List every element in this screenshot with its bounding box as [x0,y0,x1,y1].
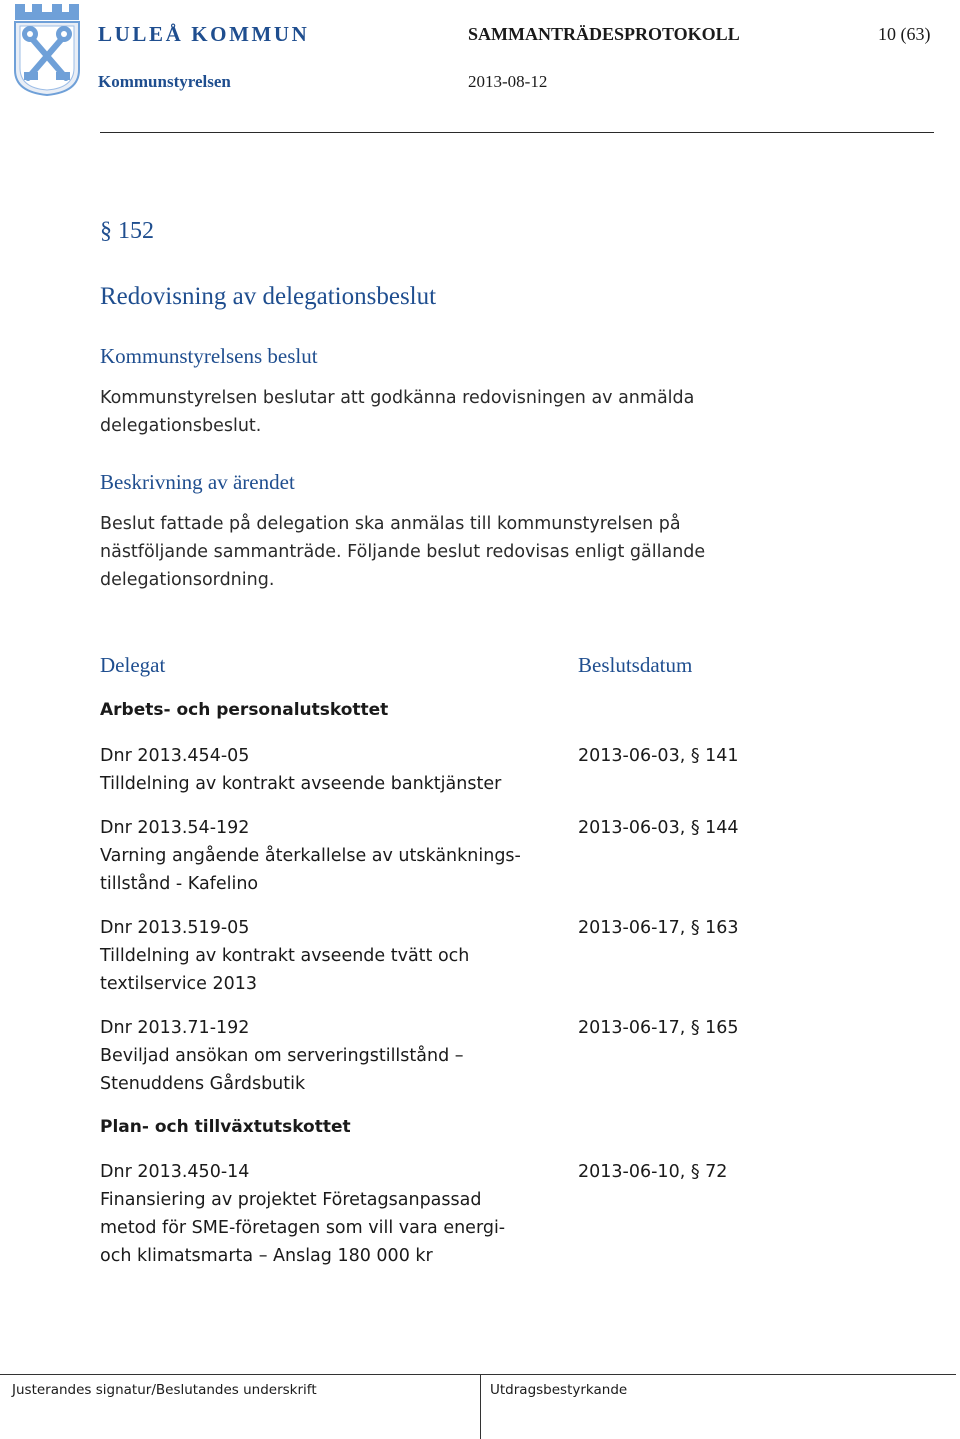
list-item [100,1014,570,1098]
municipal-crest-logo [12,4,82,96]
item-description: textilservice 2013 [100,974,258,994]
list-item [100,1158,570,1270]
group-heading: Plan- och tillväxtutskottet [100,1117,351,1137]
page-number: 10 (63) [878,24,931,44]
item-date: 2013-06-17, § 163 [578,918,739,938]
item-date: 2013-06-10, § 72 [578,1162,728,1182]
item-date: 2013-06-17, § 165 [578,1018,739,1038]
document-type: SAMMANTRÄDESPROTOKOLL [468,24,740,44]
description-heading: Beskrivning av ärendet [100,470,295,494]
department-name: Kommunstyrelsen [98,72,231,91]
item-description: Finansiering av projektet Företagsanpassad [100,1190,482,1210]
list-item [100,742,570,798]
decision-text [100,384,900,440]
footer-divider [0,1374,956,1375]
item-date: 2013-06-03, § 141 [578,746,739,766]
item-description: Stenuddens Gårdsbutik [100,1074,306,1094]
footer-column-divider [480,1374,481,1439]
organization-name: LULEÅ KOMMUN [98,22,310,46]
item-dnr: Dnr 2013.54-192 [100,818,250,838]
meeting-date: 2013-08-12 [468,72,548,91]
item-description: Varning angående återkallelse av utskänknings- [100,846,521,866]
group-heading: Arbets- och personalutskottet [100,700,389,720]
description-line: Beslut fattade på delegation ska anmälas till kommunstyrelsen på [100,514,681,534]
extract-certification-label: Utdragsbestyrkande [490,1382,628,1398]
description-line: delegationsordning. [100,570,275,590]
column-header-delegat: Delegat [100,653,166,677]
list-item [100,914,570,998]
item-dnr: Dnr 2013.71-192 [100,1018,250,1038]
decision-line: delegationsbeslut. [100,416,262,436]
column-header-beslutsdatum: Beslutsdatum [578,653,693,677]
decision-line: Kommunstyrelsen beslutar att godkänna redovisningen av anmälda [100,388,695,408]
item-description: Tilldelning av kontrakt avseende tvätt och [100,946,470,966]
item-description: tillstånd - Kafelino [100,874,259,894]
paragraph-number: § 152 [100,218,154,244]
list-item [100,814,570,898]
header-divider [100,132,934,133]
item-dnr: Dnr 2013.519-05 [100,918,250,938]
description-line: nästföljande sammanträde. Följande beslut redovisas enligt gällande [100,542,706,562]
decision-heading: Kommunstyrelsens beslut [100,344,318,368]
description-text [100,510,900,594]
item-date: 2013-06-03, § 144 [578,818,739,838]
item-dnr: Dnr 2013.450-14 [100,1162,250,1182]
item-description: metod för SME-företagen som vill vara energi- [100,1218,506,1238]
page-title: Redovisning av delegationsbeslut [100,283,437,310]
item-description: och klimatsmarta – Anslag 180 000 kr [100,1246,433,1266]
signature-label: Justerandes signatur/Beslutandes underskrift [12,1382,317,1398]
item-description: Beviljad ansökan om serveringstillstånd – [100,1046,464,1066]
item-dnr: Dnr 2013.454-05 [100,746,250,766]
item-description: Tilldelning av kontrakt avseende banktjänster [100,774,502,794]
